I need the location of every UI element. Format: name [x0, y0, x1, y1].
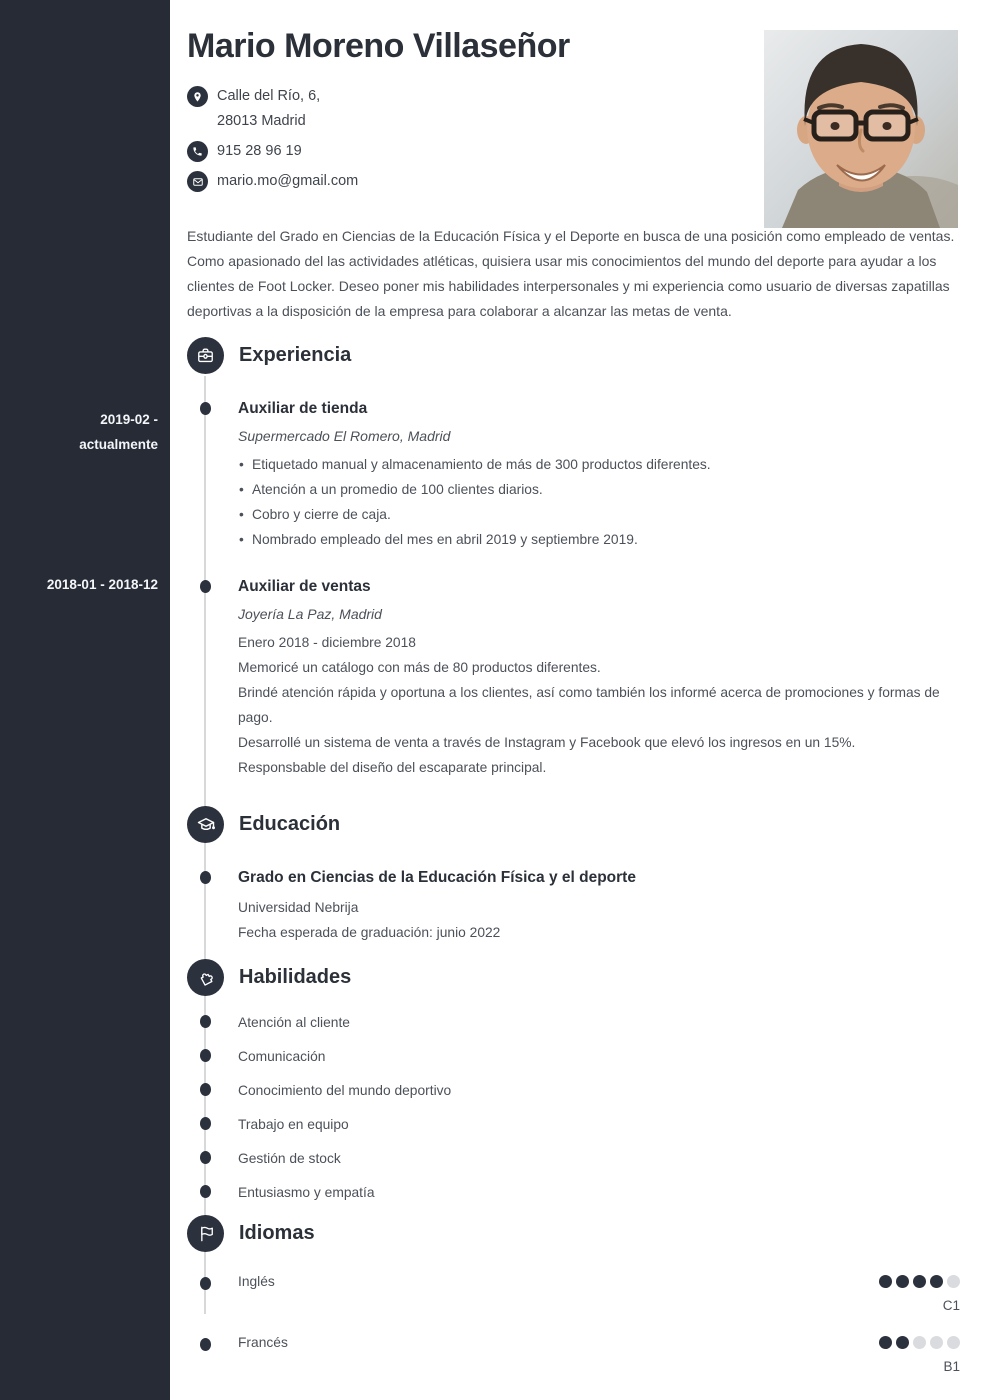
skill-label: Atención al cliente	[238, 1015, 350, 1030]
address-line-1: Calle del Río, 6,	[217, 88, 321, 104]
skill-item	[187, 1151, 960, 1166]
skill-label: Gestión de stock	[238, 1151, 341, 1166]
envelope-icon	[187, 171, 208, 192]
language-name: Francés	[238, 1335, 288, 1350]
level-dot	[930, 1275, 943, 1288]
job-bullet: • Atención a un promedio de 100 clientes diarios.	[238, 477, 960, 502]
skill-label: Entusiasmo y empatía	[238, 1185, 375, 1200]
timeline-dot	[200, 871, 211, 884]
email-text: mario.mo@gmail.com	[217, 173, 359, 189]
flag-icon	[187, 1215, 224, 1252]
languages-header	[187, 1215, 960, 1252]
job-bullet: • Etiquetado manual y almacenamiento de más de 300 productos diferentes.	[238, 452, 960, 477]
timeline-dot	[200, 402, 211, 415]
job-title: Auxiliar de tienda	[238, 400, 368, 417]
job-bullet: • Cobro y cierre de caja.	[238, 502, 960, 527]
job-bullet: • Nombrado empleado del mes en abril 2019 y septiembre 2019.	[238, 527, 960, 552]
level-dot	[879, 1275, 892, 1288]
date-line: 2019-02 -	[100, 412, 158, 427]
section-title: Educación	[239, 813, 341, 835]
location-pin-icon	[187, 86, 208, 107]
language-level-dots	[879, 1275, 960, 1288]
level-dot	[896, 1275, 909, 1288]
skill-item	[187, 1185, 960, 1200]
skill-item	[187, 1015, 960, 1030]
job-line: Enero 2018 - diciembre 2018	[238, 635, 416, 650]
phone-text: 915 28 96 19	[217, 143, 302, 159]
job-title: Auxiliar de ventas	[238, 578, 371, 595]
experience-header	[187, 337, 960, 374]
section-title: Experiencia	[239, 344, 352, 366]
section-title: Idiomas	[239, 1222, 315, 1244]
summary-paragraph: Estudiante del Grado en Ciencias de la Educación Física y el Deporte en busca de una posición como empleado de ventas. Como apasionado del las actividades atléticas, quisiera usar mis conocimientos del mundo del deporte para ayudar a los clientes de Foot Locker. Deseo poner mis habilidades interpersonales y mi experiencia como usuario de diversas zapatillas deportivas a la disposición de la empresa para colaborar a alcanzar las metas de venta.	[187, 228, 955, 319]
timeline-dot	[200, 1185, 211, 1198]
level-dot	[930, 1336, 943, 1349]
timeline-dot	[200, 1338, 211, 1351]
experience-entry-2	[187, 577, 960, 780]
section-skills	[187, 959, 960, 1200]
sidebar	[0, 0, 170, 1400]
experience-date-range-1	[8, 407, 158, 457]
timeline-dot	[200, 1151, 211, 1164]
timeline-dot	[200, 1049, 211, 1062]
level-dot	[879, 1336, 892, 1349]
job-line: Memoricé un catálogo con más de 80 productos diferentes.	[238, 660, 601, 675]
job-line: Responsbable del diseño del escaparate principal.	[238, 760, 547, 775]
skill-label: Trabajo en equipo	[238, 1117, 349, 1132]
job-company: Supermercado El Romero, Madrid	[238, 428, 451, 444]
section-title: Habilidades	[239, 966, 352, 988]
graduation-date: Fecha esperada de graduación: junio 2022	[238, 925, 501, 940]
level-dot	[896, 1336, 909, 1349]
language-name: Inglés	[238, 1274, 275, 1289]
education-entry	[187, 868, 960, 945]
skill-item	[187, 1083, 960, 1098]
briefcase-icon	[187, 337, 224, 374]
skill-item	[187, 1049, 960, 1064]
profile-photo	[764, 30, 958, 228]
language-item	[187, 1274, 960, 1313]
language-item	[187, 1335, 960, 1374]
skills-header	[187, 959, 960, 996]
language-level-label: C1	[942, 1298, 960, 1313]
experience-entry-1	[187, 399, 960, 552]
section-languages	[187, 1215, 960, 1374]
job-line: Desarrollé un sistema de venta a través de Instagram y Facebook que elevó los ingresos en un 15%.	[238, 735, 856, 750]
school-name: Universidad Nebrija	[238, 900, 359, 915]
job-description	[238, 630, 960, 780]
skill-item	[187, 1117, 960, 1132]
address-text	[217, 84, 320, 134]
date-line: 2018-01 - 2018-12	[46, 577, 158, 592]
phone-icon	[187, 141, 208, 162]
skill-label: Conocimiento del mundo deportivo	[238, 1083, 452, 1098]
level-dot	[947, 1275, 960, 1288]
timeline-dot	[200, 580, 211, 593]
skill-label: Comunicación	[238, 1049, 326, 1064]
job-company: Joyería La Paz, Madrid	[238, 606, 382, 622]
main-column	[170, 0, 990, 1400]
job-bullet-list	[238, 452, 960, 552]
page-title: Mario Moreno Villaseñor	[187, 27, 570, 65]
date-line: actualmente	[79, 437, 158, 452]
job-line: Brindé atención rápida y oportuna a los clientes, así como también los informé acerca de promociones y formas de pago.	[238, 685, 940, 725]
graduation-cap-icon	[187, 806, 224, 843]
section-experience	[187, 337, 960, 780]
language-level-dots	[879, 1336, 960, 1349]
section-education	[187, 806, 960, 945]
education-header	[187, 806, 960, 843]
level-dot	[913, 1336, 926, 1349]
language-level-label: B1	[943, 1359, 960, 1374]
level-dot	[947, 1336, 960, 1349]
timeline-dot	[200, 1083, 211, 1096]
experience-date-range-2	[8, 572, 158, 597]
address-line-2: 28013 Madrid	[217, 113, 306, 129]
timeline-dot	[200, 1015, 211, 1028]
puzzle-icon	[187, 959, 224, 996]
degree-title: Grado en Ciencias de la Educación Física y el deporte	[238, 869, 636, 886]
timeline-dot	[200, 1117, 211, 1130]
timeline-dot	[200, 1277, 211, 1290]
level-dot	[913, 1275, 926, 1288]
